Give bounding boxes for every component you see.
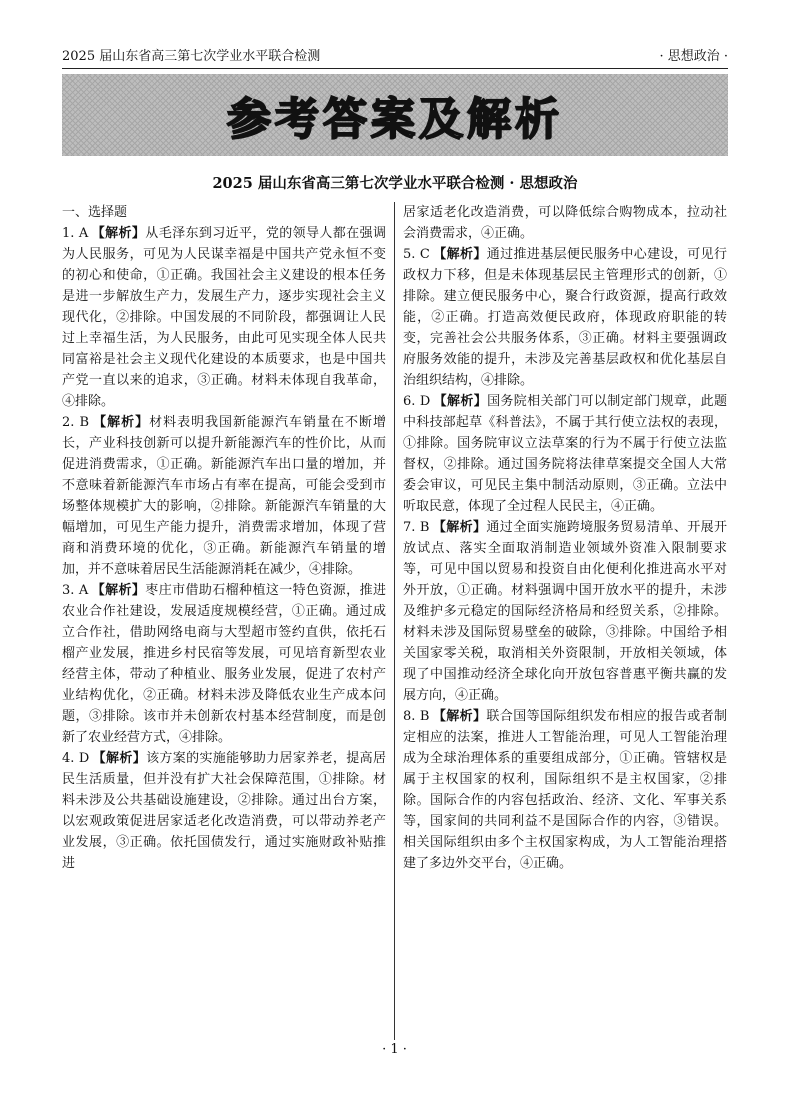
answer-text: 材料表明我国新能源汽车销量在不断增长，产业科技创新可以提升新能源汽车的性价比，从而促进消费需求，①正确。新能源汽车出口量的增加，并不意味着新能源汽车市场占有率在提高，可能会受到市场整体规模扩大的影响，②排除。新能源汽车销量的大幅增加，可见生产能力提升，消费需求增加，体现了营商和消费环境的优化，③正确。新能源汽车销量的增加，并不意味着居民生活能源消耗在减少，④排除。 [62,415,386,577]
answer-columns [62,202,728,1040]
answer-item [62,580,386,748]
analysis-tag: 【解析】 [433,394,488,409]
left-column [62,202,386,1040]
analysis-tag: 【解析】 [91,583,146,598]
answer-item [62,412,386,580]
answer-text: 通过全面实施跨境服务贸易清单、开展开放试点、落实全面取消制造业领域外资准入限制要求等，可见中国以贸易和投资自由化便利化推进高水平对外开放，①正确。材料强调中国开放水平的提升，未涉及维护多元稳定的国际经济格局和经贸关系，②排除。材料未涉及国际贸易壁垒的破除，③排除。中国给予相关国家零关税，取消相关外资限制，开放相关领域，体现了中国推动经济全球化向开放包容普惠平衡共赢的发展方向，④正确。 [403,520,727,703]
answer-item [403,244,727,391]
analysis-tag: 【解析】 [92,415,150,430]
answer-item [403,706,727,874]
answer-text: 该方案的实施能够助力居家养老，提高居民生活质量，但并没有扩大社会保障范围，①排除。材料未涉及公共基础设施建设，②排除。通过出台方案，以宏观政策促进居家适老化改造消费，可以带动养老产业发展，③正确。依托国债发行，通过实施财政补贴推进 [62,751,386,871]
analysis-tag: 【解析】 [92,751,147,766]
answer-text: 通过推进基层便民服务中心建设，可见行政权力下移，但是未体现基层民主管理形式的创新，①排除。建立便民服务中心，聚合行政资源，提高行政效能，②正确。打造高效便民政府，体现政府职能的转变，完善社会公共服务体系，③正确。材料主要强调政府服务效能的提升，未涉及完善基层政权和优化基层自治组织结构，④排除。 [403,247,727,388]
answer-number: 4. D [62,751,90,766]
section-heading: 一、选择题 [62,205,128,220]
running-header [62,40,728,69]
answer-item [62,748,386,874]
header-subject: · 思想政治 · [659,48,728,64]
page-number: · 1 · [382,1042,407,1057]
right-column [403,202,727,1040]
title-banner [62,74,728,156]
document-subtitle: 2025 届山东省高三第七次学业水平联合检测 · 思想政治 [212,175,578,192]
analysis-tag: 【解析】 [432,709,487,724]
answer-number: 1. A [62,226,89,241]
answer-item [403,391,727,517]
answer-number: 5. C [403,247,430,262]
answer-text: 从毛泽东到习近平，党的领导人都在强调为人民服务，可见为人民谋幸福是中国共产党永恒不变的初心和使命，①正确。我国社会主义建设的根本任务是进一步解放生产力，发展生产力，逐步实现社会主义现代化，②排除。中国发展的不同阶段，都强调让人民过上幸福生活，为人民服务，由此可见实现全体人民共同富裕是社会主义现代化建设的本质要求，也是中国共产党一直以来的追求，③正确。材料未体现自我革命，④排除。 [62,226,386,409]
answer-number: 3. A [62,583,89,598]
answer-item [403,517,727,706]
answer-text: 国务院相关部门可以制定部门规章，此题中科技部起草《科普法》，不属于其行使立法权的表现，①排除。国务院审议立法草案的行为不属于行使立法监督权，②排除。通过国务院将法律草案提交全国人大常委会审议，可见民主集中制活动原则，③正确。立法中听取民意，体现了全过程人民民主，④正确。 [403,394,727,514]
answer-item [62,223,386,412]
answer-text: 联合国等国际组织发布相应的报告或者制定相应的法案，推进人工智能治理，可见人工智能治理成为全球治理体系的重要组成部分，①正确。管辖权是属于主权国家的权利，国际组织不是主权国家，②排除。国际合作的内容包括政治、经济、文化、军事关系等，国家间的共同利益不是国际合作的内容，③错误。相关国际组织由多个主权国家构成，为人工智能治理搭建了多边外交平台，④正确。 [403,709,727,871]
analysis-tag: 【解析】 [91,226,146,241]
banner-title: 参考答案及解析 [227,94,563,145]
column-divider [394,202,395,1040]
header-exam-title: 2025 届山东省高三第七次学业水平联合检测 [62,48,321,64]
answer-number: 7. B [403,520,430,535]
answer-number: 6. D [403,394,431,409]
answer-text: 枣庄市借助石榴种植这一特色资源，推进农业合作社建设，发展适度规模经营，①正确。通过成立合作社，借助网络电商与大型超市签约直供，依托石榴产业发展，推进乡村民宿等发展，可见培育新型农业经营主体，带动了种植业、服务业发展，促进了农村产业结构优化，②正确。材料未涉及降低农业生产成本问题，③排除。该市并未创新农村基本经营制度，而是创新了农业经营方式，④排除。 [62,583,386,745]
answer-number: 8. B [403,709,430,724]
answer-number: 2. B [62,415,90,430]
analysis-tag: 【解析】 [432,247,487,262]
analysis-tag: 【解析】 [432,520,487,535]
answer-continuation: 居家适老化改造消费，可以降低综合购物成本，拉动社会消费需求，④正确。 [403,205,727,241]
